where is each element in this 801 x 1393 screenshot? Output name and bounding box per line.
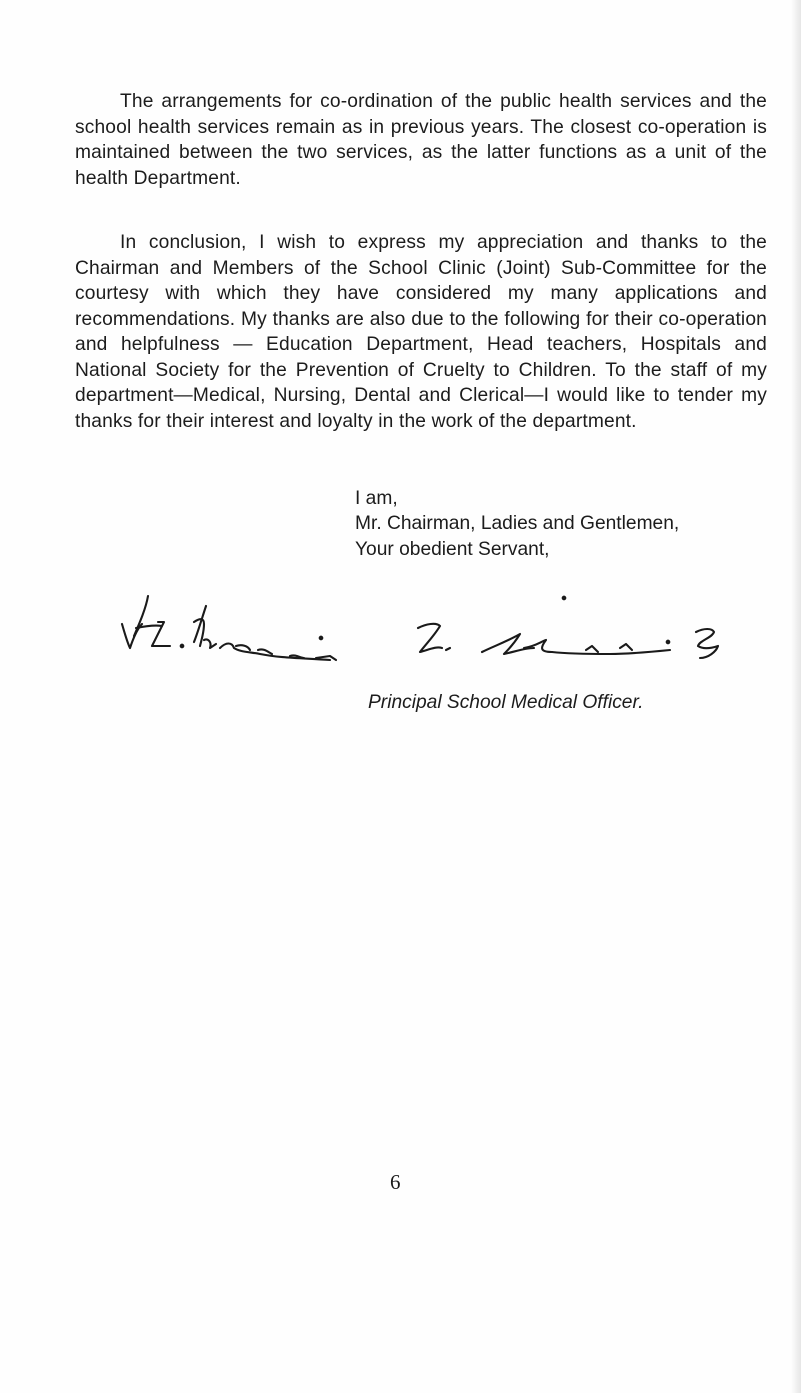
- closing-line-servant: Your obedient Servant,: [355, 539, 550, 560]
- signature-title: Principal School Medical Officer.: [368, 692, 644, 713]
- closing-line-salutation: Mr. Chairman, Ladies and Gentlemen,: [355, 513, 680, 534]
- paragraph-conclusion: In conclusion, I wish to express my appreciation and thanks to the Chairman and Members of the School Clinic (Joint) Sub-Committee for the courtesy with which they have considered my many applications and recommendations. My thanks are also due to the following for their co-operation and helpfulness — Education Department, Head teachers, Hospitals and National Society for the Prevention of Cruelty to Children. To the staff of my department—Medical, Nursing, Dental and Clerical—I would like to tender my thanks for their interest and loyalty in the work of the department.: [75, 232, 767, 432]
- paragraph-coordination: The arrangements for co-ordination of the public health services and the school health services remain as in previous years. The closest co-operation is maintained between the two services, as the latter functions as a unit of the health Department.: [75, 91, 767, 189]
- closing-line-i-am: I am,: [355, 488, 398, 509]
- page-number: 6: [390, 1170, 401, 1194]
- page-edge-shadow: [791, 0, 801, 1393]
- handwritten-signature: [100, 588, 780, 678]
